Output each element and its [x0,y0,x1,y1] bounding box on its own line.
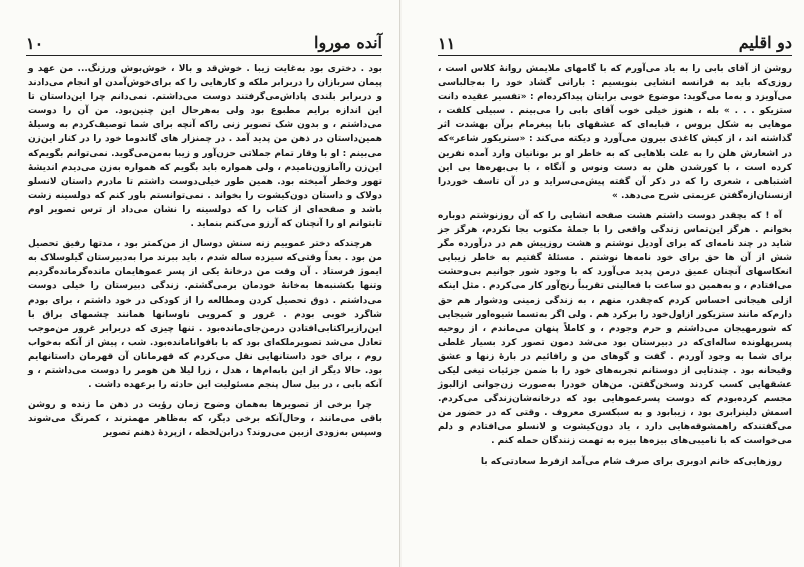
right-page-title: دو اقلیم [738,33,792,52]
right-page-body [438,62,792,475]
right-page-number: ۱۱ [438,34,456,53]
left-page-title: آنده مورو‌ا [314,33,382,52]
paragraph: آه ! که بچقدر دوست داشتم هشت صفحه انشایی را که آن روزنوشتم دوباره بخوانم . هرگز این‌تماس زندگی واقعی را با جملهٔ مکتوب بجا نکردم، هرگز جز شاید در چند نامه‌ای که برای آودیل نوشتم و هشت روزپیش هم در درآورده مگر شش از آن ها حق برای خود نامه‌ها نوشتم . مسئلهٔ گفتیم به خاطر زیبایی انعکاسهای آنچنان عمیق درمن پدید می‌آورد که با وجود شور جوانیم بی‌وحشت می‌افتادم ، و به‌همین دو ساعت با فعالیتی تقریباً رنج‌آور کار می‌کردم . مثل اینکه ازلی هیجانی احساس کردم که‌چقدر، منهم ، به زندگی زمینی ودشوار هم حق دارم‌که مانند ستزیکور ازاول‌خود را برکرد هم . ولی اگر به‌تسما شیوه‌اور شیجایی که شورمهیجان می‌داشتم و حرم وجودم ، و کاملاً پنهان می‌ماندم ، از روحیه پسرپهلونده ساله‌ای‌که در دبیرستان بود می‌شد دمون تصور کرد بسیار غلطی برای شما به وجود آوردم . گفت و گوهای من و رافائیم در بارهٔ زنها و عشق وقیحانه بود . چندتایی از دوستانم تجربه‌های خود را با ضمن جزئیات تیغی لیکی عشقهایی کسب کردند وسخن‌گفتن. من‌هان خودرا به‌صورت زن‌جوانی ازالبوژ مجسم کرده‌بودم که دوست پسرعموهایی بود که درخانه‌شان‌زندگی می‌کردم. اسمش دلینرابری بود ، زیبابود و به سبکسری معروف . وقتی که در حضور من می‌گفتندکه راهمشوقه‌هایی دارد ، یاد دون‌کیشوت و لانسلو می‌افتادم و دلم می‌خواست که با نامیبی‌های بیزه‌ها بیزه به تهمت زنندگان حمله کنم . [438,210,792,447]
paragraph: بود . دختری بود به‌غایت زیبا . خوش‌قد و بالا ، خوش‌بوش ورزنگ... من عهد و پیمان سربازان را دربرابر ملکه و کارهایی را که برای‌خوش‌آمدن او انجام می‌دادند و دربرابر بلندی پاداش‌می‌گرفتند دوست می‌داشتم. نمی‌دانم چرا این‌داستان تا این اندازه برایم مطبوع بود ولی به‌هرحال این چنین‌بود. من آن را دوست می‌داشتم ، و بدون شک تصویر زنی راکه آنچه برای شما توصیف‌کردم به وسیلهٔ همین‌داستان در ذهن من پدید آمد . در چمنزار های گاندوما خود را در کنار این‌زن می‌بینم : او با وقار تمام جملاتی حزن‌آور و زیبا به‌من‌می‌گوید. نمی‌توانم بگویم‌که این‌زن راآمازون‌نامیدم ، ولی همواره باید بگویم که همواره به‌زن می‌دیدم اندیشهٔ تهور وخطر آمیخته بود. همین طور خیلی‌دوست داشتم تا مادرم داستان لانسلو دولاک و داستان دون‌کیشوت را بخواند . نمی‌توانستم باور کنم که دولسینه زشت باشد و صفحه‌ای از کتاب را که دولسینه را نشان می‌داد از ترس تصویر اوم تابتوانم او را آنچنان که آرزو می‌کنم بنماید . [28,64,382,230]
left-page-number: ۱۰ [26,34,44,53]
paragraph: چرا برخی از تصویرها به‌همان وضوح زمان رؤیت در ذهن ما زنده و روشن باقی می‌مانند ، وحال‌آنکه برخی دیگر، که به‌ظاهر مهمترند ، کمرنگ می‌شوند وسپس به‌زودی ازبین می‌روند؟ درابن‌لحظه ، ازپردهٔ ذهنم تصویر [28,400,382,439]
paragraph: روزهایی‌که خانم ادوبری برای صرف شام می‌آمد ازفرط سعادتی‌که با [480,456,782,467]
paragraph: هرچندکه دختر عموییم زنه سنش دوسال از من‌کمتر بود ، مدتها رفیق تحصیل من بود . بعداً وقتی‌که سیزده ساله شدم ، باید ببرند مرا به‌دبیرستان گیلوسلاک به ایموژ فرستاد . آن وقت من درخانهٔ یکی از پسر عموهایمان مانده‌گرمانده‌گردیم وتنها بکشنبه‌ها به‌خانهٔ خودمان برمی‌گشتم. زندگی دبیرستان را خیلی دوست می‌داشتم . ذوق تحصیل کردن ومطالعه را از کودکی در خود داشتم ، برای بودم شاگرد خوبی بودم . غرور و کمرویی ناوسانها همانند چشمهای براق با این‌رازیراکتابی‌افتادن درمن‌جای‌مانده‌بود . تنها چیزی که دربرابر غرور من‌موجب تعادل می‌شد تصویرملکه‌ای بود که با بافوانامانده‌بود. شب ، پیش از آنکه به‌خواب روم ، برای خود داستانهایی نقل می‌کردم که قهرمانان آن قهرمان داستانهایم بود. حالا دیگر از این بابه‌ام‌ها ، هدل ، زرا لیلا هن هومر را دوست می‌داشتم ، و آنکه بابی ، در بیل سال پنجم مسئولیت این حادثه را برعهده داشت . [28,239,382,391]
left-page-body [28,62,382,446]
paragraph: روشن از آقای بابی را به یاد می‌آورم که با گامهای ملایمش روانهٔ کلاس است ، روزی‌که باید به فرانسه انشایی بنویسیم : بارانی گشاد خود را به‌جالباسی می‌آویزد و به‌ما می‌گوید: موضوع خوبی برایتان پیداکرده‌ام : «تفسیر عقیده دانت ستزیکو . . . » بله ، هنوز خیلی خوب آقای بابی را می‌بینم . سبیلی کلفت ، موهایی به شکل بروس ، قبایه‌ای که عشقهای بابا پیغرمام برآن بهشدت اثر گذاشته اند ، از کیش کاغذی بیرون می‌آورد و دیکته می‌کند : «ستریکور شاعر»که در اشعارش هلن را به علت بلاهایی که به خاطر او بر بونانیان وارد آمده نفرین کرده است ، با کورشدن هلن به دست ونوس و آنگاه ، با بی‌بهره‌ها بی این اشتباهی ، شعری را که در ذکر آن گفته پیش‌می‌سراید و در آن تاسف خوردرا ازنسنان‌ازه‌گفتن عزیمتی شرح می‌دهد. » [438,64,792,201]
left-page-header [26,31,382,56]
right-page-header [438,31,792,56]
